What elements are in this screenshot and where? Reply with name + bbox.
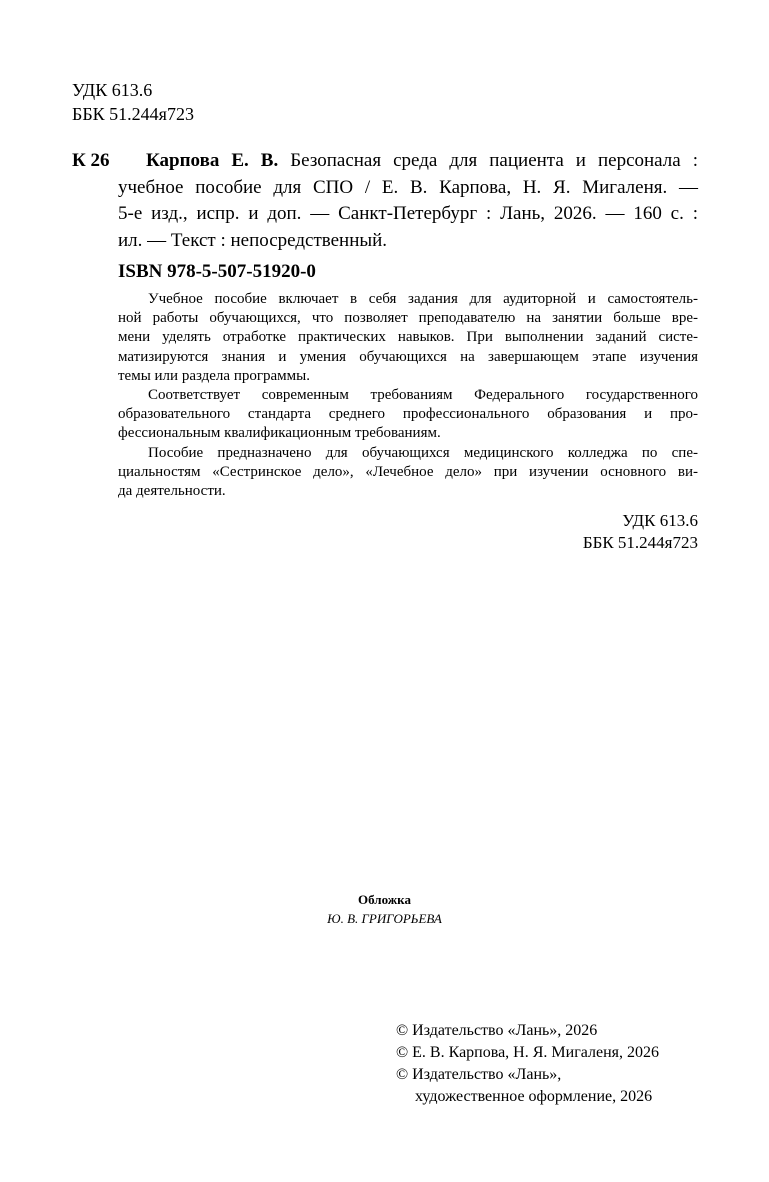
annotation-line: мени уделять отработке практических навыков. При выполнении заданий систе- bbox=[118, 329, 698, 346]
top-classification-codes bbox=[72, 78, 194, 126]
annotation-line: матизируются знания и умения обучающихся на завершающем этапе изучения bbox=[118, 348, 698, 365]
annotation-paragraph-3 bbox=[118, 444, 698, 502]
catalog-line-1 bbox=[118, 148, 698, 175]
copyright-line: © Е. В. Карпова, Н. Я. Мигаленя, 2026 bbox=[396, 1044, 659, 1061]
annotation-line: Пособие предназначено для обучающихся медицинского колледжа по спе- bbox=[148, 444, 698, 461]
annotation-line: Учебное пособие включает в себя задания для аудиторной и самостоятель- bbox=[148, 291, 698, 307]
udk-code: УДК 613.6 bbox=[622, 511, 698, 530]
annotation-line: да деятельности. bbox=[118, 483, 226, 500]
annotation-paragraph-2 bbox=[118, 386, 698, 444]
annotation-line: Соответствует современным требованиям Федерального государственного bbox=[148, 387, 698, 404]
annotation-line: темы или раздела программы. bbox=[118, 367, 310, 384]
cover-designer: Ю. В. ГРИГОРЬЕВА bbox=[327, 911, 442, 926]
isbn: ISBN 978-5-507-51920-0 bbox=[118, 261, 316, 282]
bbk-code: ББК 51.244я723 bbox=[72, 104, 194, 124]
catalog-title: Безопасная среда для пациента и персонала : bbox=[290, 150, 698, 171]
annotation-line: ной работы обучающихся, что позволяет преподавателю на занятии больше вре- bbox=[118, 310, 698, 327]
catalog-line-2: учебное пособие для СПО / Е. В. Карпова, Н. Я. Мигаленя. — bbox=[118, 176, 698, 198]
copyright-line: © Издательство «Лань», bbox=[396, 1066, 562, 1083]
catalog-author: Карпова Е. В. bbox=[146, 150, 279, 171]
catalog-entry bbox=[118, 148, 698, 254]
bbk-code: ББК 51.244я723 bbox=[582, 533, 698, 552]
annotation-line: образовательного стандарта среднего профессионального образования и про- bbox=[118, 406, 698, 423]
copyright-line: художественное оформление, 2026 bbox=[415, 1088, 653, 1105]
annotation bbox=[118, 290, 698, 501]
catalog-line-3: 5-е изд., испр. и доп. — Санкт-Петербург : Лань, 2026. — 160 с. : bbox=[118, 203, 698, 224]
copyright-line: © Издательство «Лань», 2026 bbox=[396, 1022, 598, 1039]
copyright-block bbox=[396, 1020, 659, 1108]
annotation-line: фессиональным квалификационным требованиям. bbox=[118, 425, 441, 442]
author-mark: К 26 bbox=[72, 150, 110, 171]
udk-code: УДК 613.6 bbox=[72, 80, 153, 100]
annotation-line: циальностям «Сестринское дело», «Лечебное дело» при изучении основного ви- bbox=[118, 463, 698, 480]
bottom-classification-codes bbox=[583, 510, 698, 554]
cover-label: Обложка bbox=[358, 892, 411, 907]
catalog-line-4: ил. — Текст : непосредственный. bbox=[118, 229, 388, 251]
cover-credit bbox=[0, 890, 769, 928]
annotation-paragraph-1 bbox=[118, 290, 698, 386]
